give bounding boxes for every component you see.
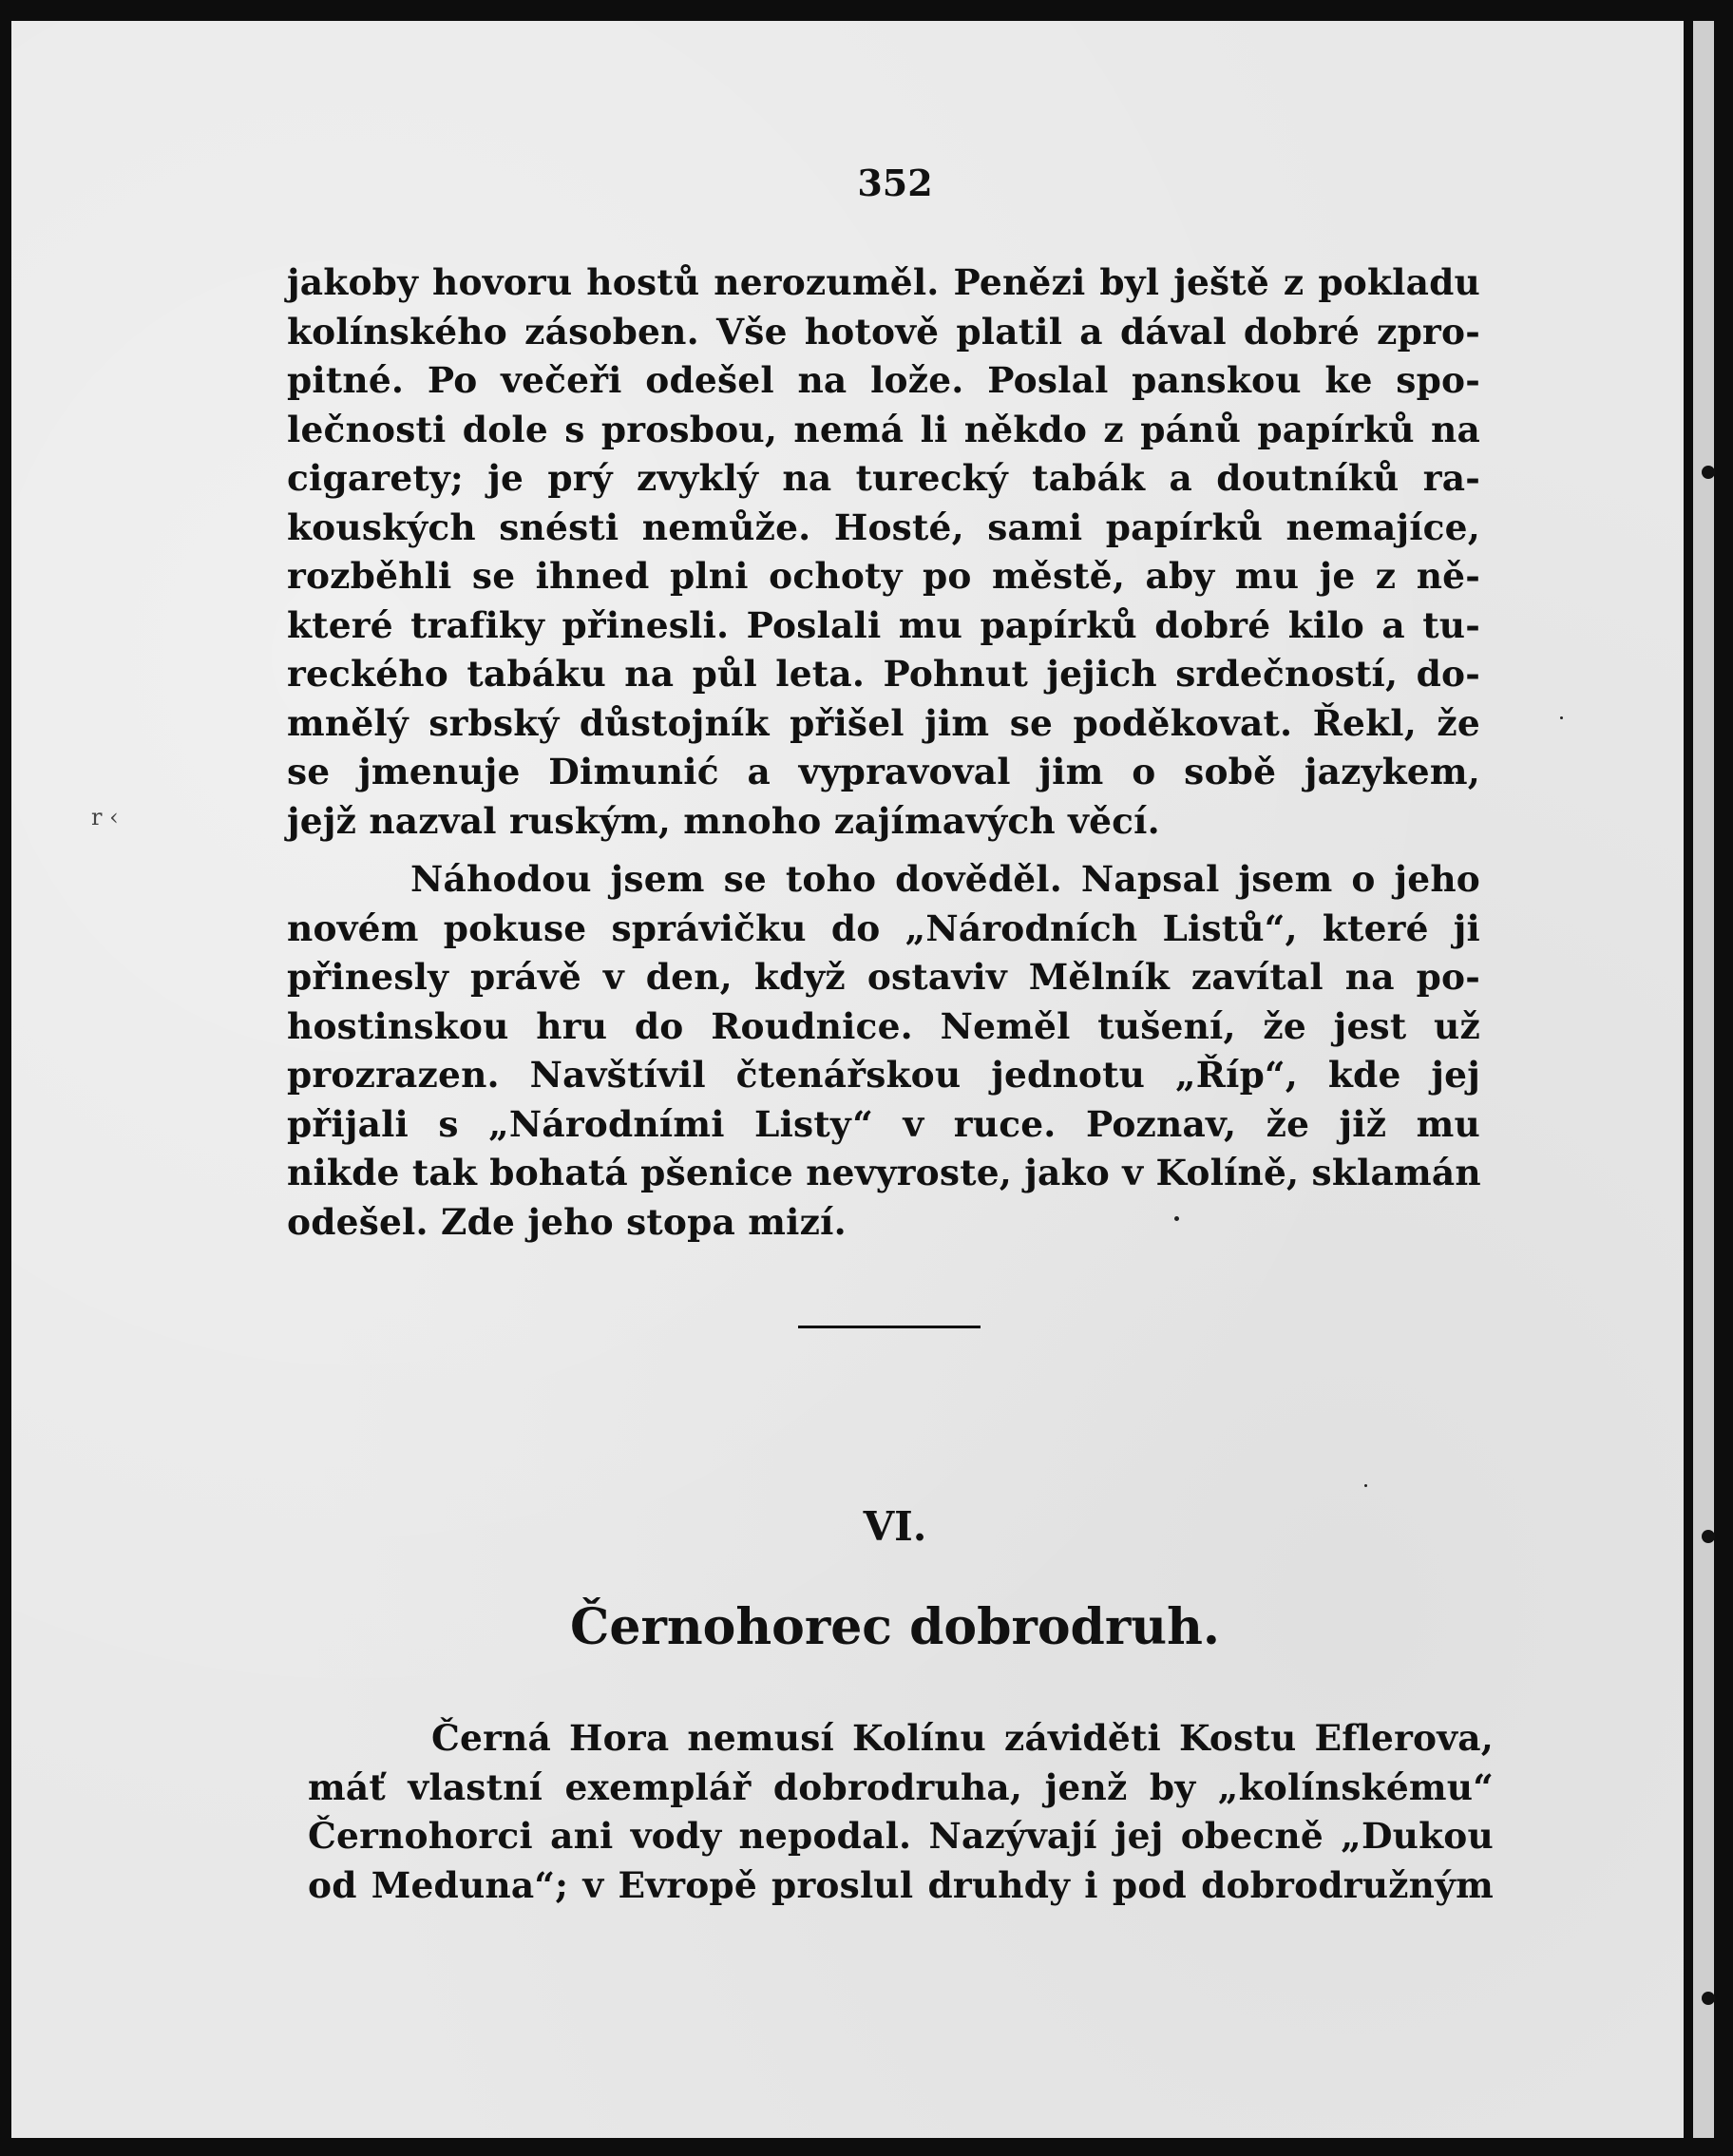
page-number: 352	[857, 162, 933, 204]
binding-mark	[1702, 1992, 1715, 2005]
adjacent-page-edge	[1693, 21, 1714, 2138]
text-line: reckého tabáku na půl leta. Pohnut jejich srdečností, do-	[287, 653, 1480, 695]
text-line: mnělý srbský důstojník přišel jim se poděkovat. Řekl, že	[287, 701, 1480, 744]
text-line: se jmenuje Dimunić a vypravoval jim o sobě jazykem,	[287, 751, 1480, 792]
paragraph-second	[287, 855, 1480, 1247]
text-line: lečnosti dole s prosbou, nemá li někdo z pánů papírků na	[287, 408, 1480, 450]
text-line: hostinskou hru do Roudnice. Neměl tušení, že jest už	[287, 1004, 1480, 1047]
text-line: odešel. Zde jeho stopa mizí.	[287, 1200, 847, 1243]
text-line: které trafiky přinesli. Poslali mu papírků dobré kilo a tu-	[287, 603, 1480, 646]
ink-speck	[1560, 716, 1563, 719]
text-line: jejž nazval ruským, mnoho zajímavých věcí.	[287, 799, 1160, 842]
text-line: přinesly právě v den, když ostaviv Mělník zavítal na po-	[287, 956, 1480, 998]
text-line: máť vlastní exemplář dobrodruha, jenž by „kolínskému“	[308, 1765, 1494, 1808]
section-number: VI.	[863, 1503, 927, 1550]
text-line: Náhodou jsem se toho dověděl. Napsal jsem o jeho	[410, 858, 1480, 900]
paragraph-third	[308, 1714, 1494, 1910]
text-line: prozrazen. Navštívil čtenářskou jednotu „Říp“, kde jej	[287, 1054, 1480, 1096]
text-line: novém pokuse správičku do „Národních Listů“, které ji	[287, 906, 1480, 949]
binding-mark	[1702, 466, 1715, 479]
text-line: od Meduna“; v Evropě proslul druhdy i pod dobrodružným	[308, 1863, 1494, 1906]
ink-speck	[1174, 1216, 1179, 1221]
text-line: pitné. Po večeři odešel na lože. Poslal panskou ke spo-	[287, 359, 1480, 401]
book-page	[11, 21, 1684, 2138]
text-line: Černá Hora nemusí Kolínu záviděti Kostu Eflerova,	[431, 1717, 1494, 1759]
text-line: cigarety; je prý zvyklý na turecký tabák a doutníků ra-	[287, 457, 1480, 499]
chapter-title: Černohorec dobrodruh.	[569, 1598, 1221, 1656]
binding-mark	[1702, 1530, 1715, 1543]
text-line: jakoby hovoru hostů nerozuměl. Penězi byl ještě z pokladu	[287, 261, 1480, 303]
text-line: kolínského zásoben. Vše hotově platil a dával dobré zpro-	[287, 310, 1480, 353]
paragraph-continued	[287, 258, 1480, 846]
section-divider-rule	[798, 1326, 981, 1328]
text-line: kouských snésti nemůže. Hosté, sami papírků nemajíce,	[287, 506, 1480, 548]
margin-annotation: r ‹	[91, 804, 119, 830]
text-line: přijali s „Národními Listy“ v ruce. Poznav, že již mu	[287, 1102, 1480, 1145]
text-line: nikde tak bohatá pšenice nevyroste, jako v Kolíně, sklamán	[287, 1152, 1481, 1193]
text-line: rozběhli se ihned plni ochoty po městě, aby mu je z ně-	[287, 555, 1480, 597]
text-line: Černohorci ani vody nepodal. Nazývají jej obecně „Dukou	[308, 1815, 1494, 1857]
ink-speck	[1364, 1484, 1367, 1487]
